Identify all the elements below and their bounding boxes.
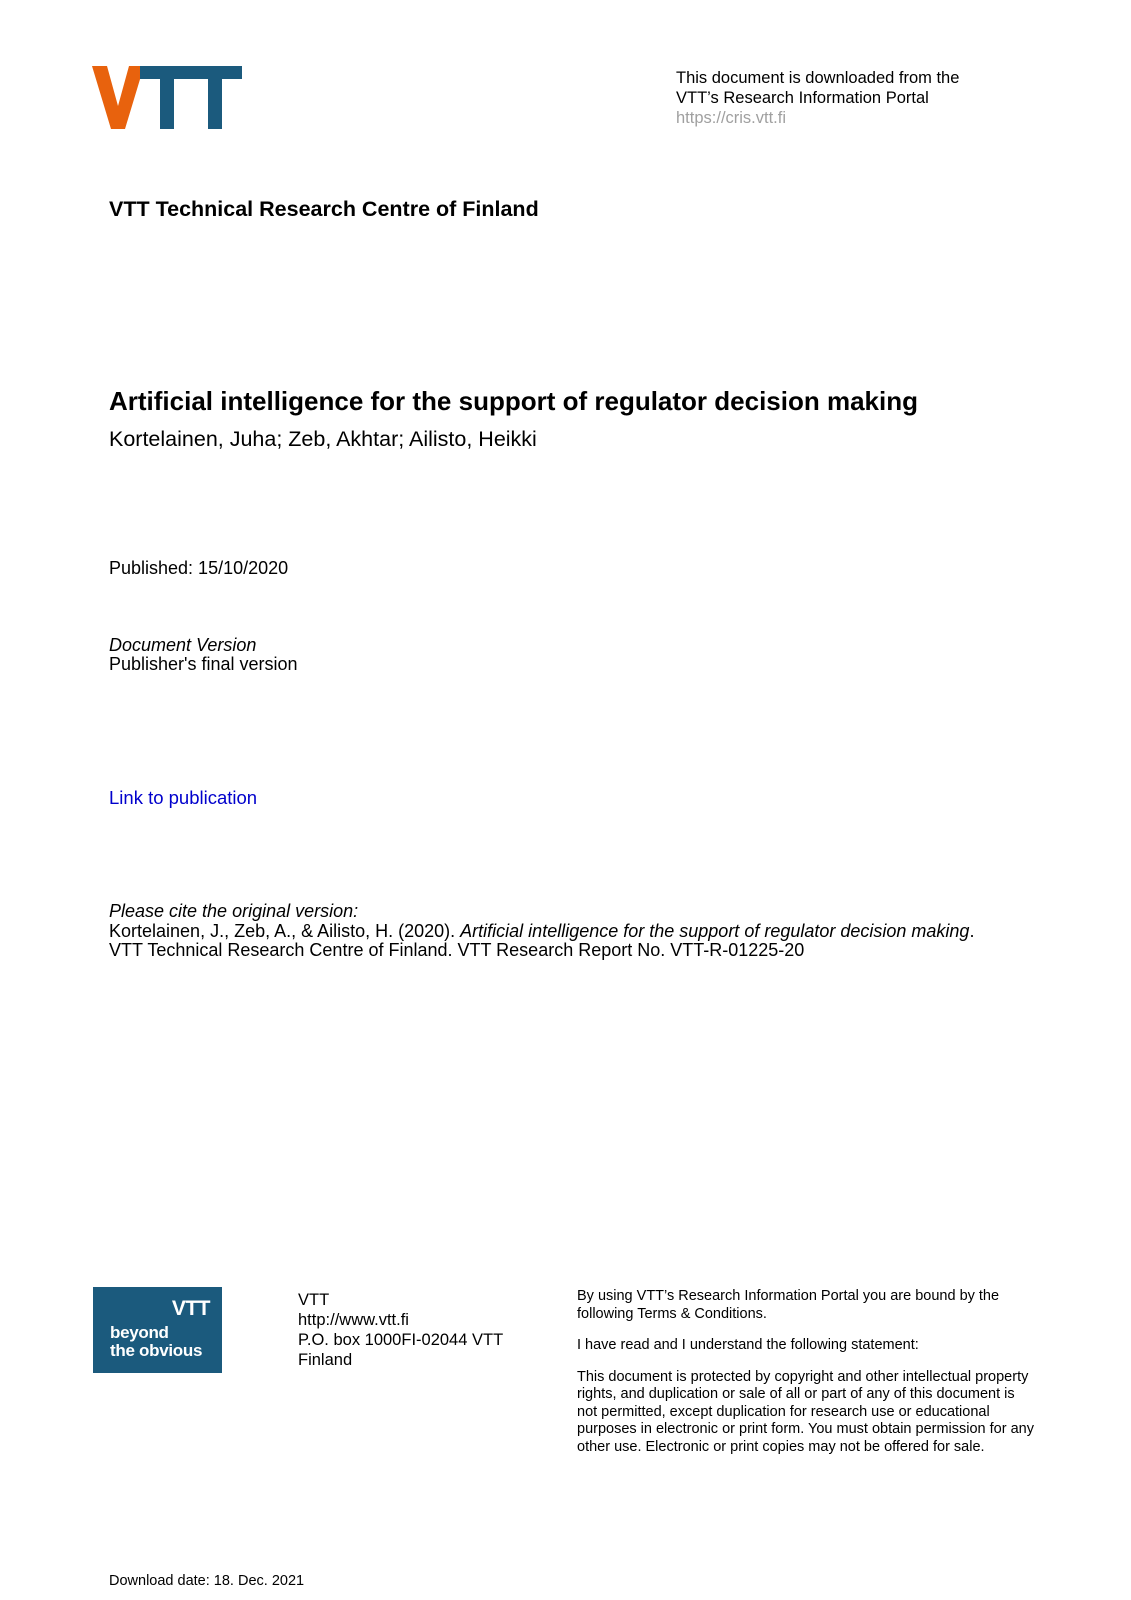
citation-line-1 [109,922,974,942]
vtt-logo [92,66,242,129]
terms-block [577,1288,1037,1470]
logo-letter-t1 [140,66,194,129]
address-country: Finland [298,1351,353,1369]
link-to-publication[interactable]: Link to publication [109,787,258,808]
badge-line-1: beyond [110,1323,169,1342]
badge-vtt: VTT [171,1297,210,1320]
badge-line-2: the obvious [110,1341,203,1360]
logo-letter-t2 [188,66,242,129]
version-value: Publisher's final version [109,654,298,674]
citation-block [109,902,974,961]
address-web: http://www.vtt.fi [298,1311,409,1329]
badge-slogan [110,1324,202,1360]
portal-line-1: This document is downloaded from the [676,69,960,87]
address-block [298,1290,503,1370]
beyond-the-obvious-badge [93,1287,222,1373]
terms-paragraph-1: By using VTT’s Research Information Portal you are bound by the following Terms & Conditions. [577,1288,1000,1322]
version-label: Document Version [109,635,257,655]
portal-download-note [676,68,959,128]
terms-paragraph-3: This document is protected by copyright and other intellectual property rights, and duplication or sale of all or part of any of this document is not permitted, except duplication for research use or educational purposes in electronic or print form. You must obtain permission for any other use. Electronic or print copies may not be offered for sale. [577,1368,1034,1455]
address-box: P.O. box 1000FI-02044 VTT [298,1331,504,1349]
download-date: Download date: 18. Dec. 2021 [109,1573,305,1589]
address-name: VTT [298,1291,330,1309]
citation-title: Artificial intelligence for the support of regulator decision making [460,920,970,941]
organization-heading: VTT Technical Research Centre of Finland [109,197,539,221]
publication-title: Artificial intelligence for the support of regulator decision making [109,386,918,416]
published-date: Published: 15/10/2020 [109,558,289,578]
citation-prefix: Kortelainen, J., Zeb, A., & Ailisto, H. (2020). [109,920,461,941]
publication-authors: Kortelainen, Juha; Zeb, Akhtar; Ailisto, Heikki [109,427,537,451]
portal-line-2: VTT’s Research Information Portal [676,89,929,107]
portal-url: https://cris.vtt.fi [676,109,787,127]
logo-letter-v [92,66,144,129]
citation-line-2: VTT Technical Research Centre of Finland. VTT Research Report No. VTT-R-01225-20 [109,940,805,960]
citation-suffix: . [969,920,975,941]
citation-label: Please cite the original version: [109,901,359,921]
document-version [109,636,298,674]
terms-paragraph-2: I have read and I understand the following statement: [577,1337,919,1353]
